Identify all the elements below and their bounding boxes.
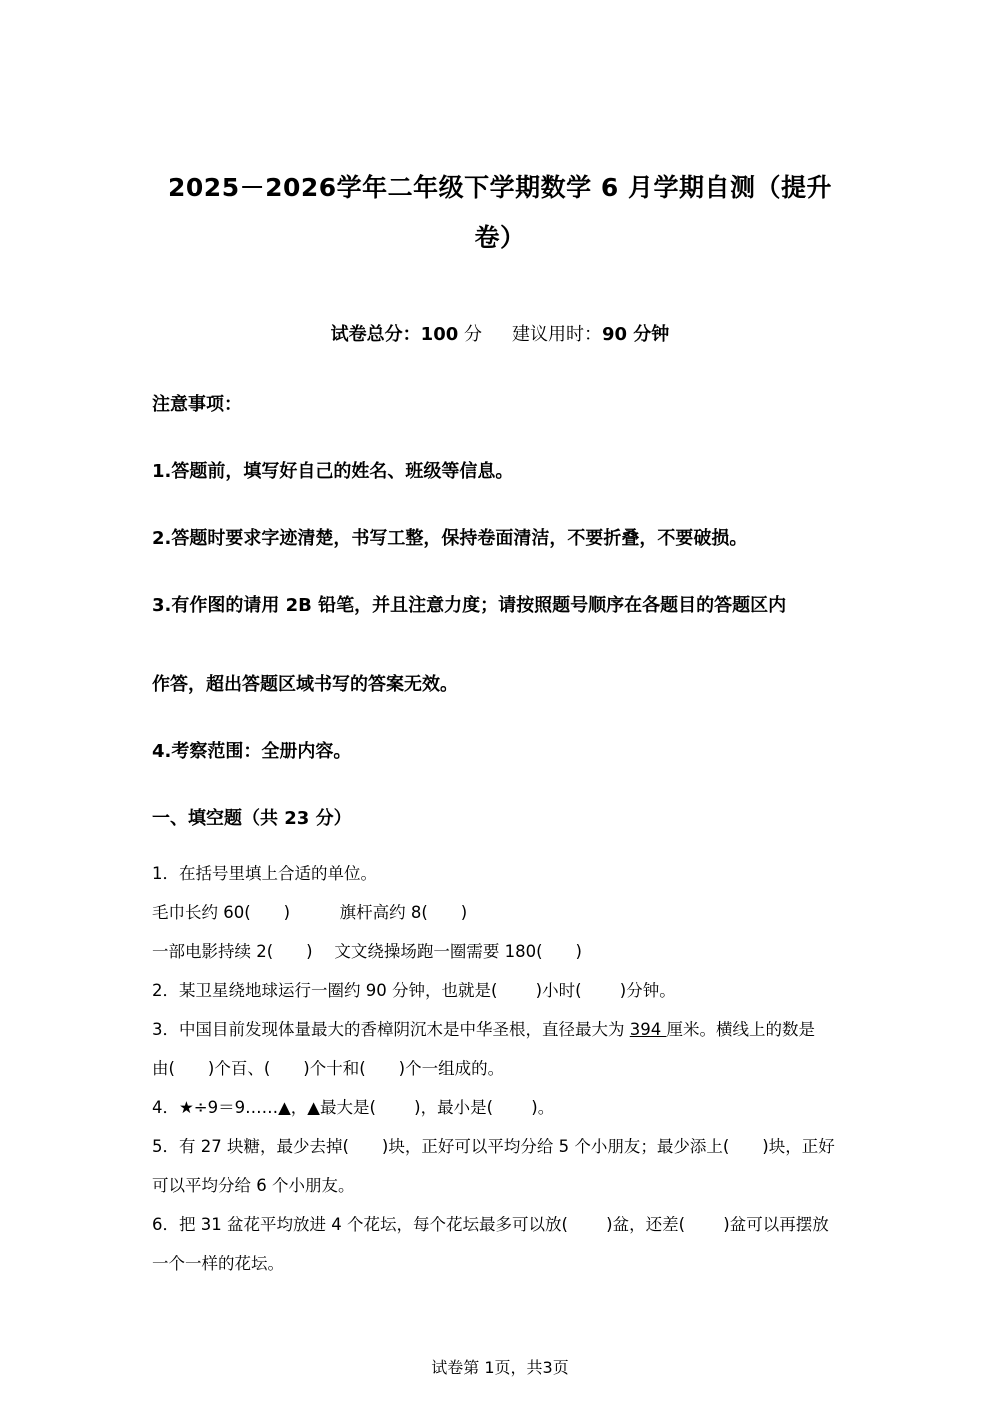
- question-3-line-1: [152, 1016, 852, 1040]
- exam-meta: [150, 320, 850, 346]
- question-5-line-2: 可以平均分给 6 个小朋友。: [152, 1176, 355, 1195]
- question-2: 2．某卫星绕地球运行一圈约 90 分钟，也就是( )小时( )分钟。: [152, 981, 676, 1000]
- notes-heading: 注意事项：: [152, 394, 242, 415]
- page-footer: 试卷第 1页，共3页: [431, 1358, 569, 1377]
- total-score-label: 试卷总分：: [330, 324, 421, 345]
- total-score-value: 100: [420, 324, 459, 345]
- exam-title-line-2: 卷）: [474, 223, 526, 252]
- total-score-unit: 分: [458, 324, 482, 345]
- note-item-3-line-1: 3.有作图的请用 2B 铅笔，并且注意力度；请按照题号顺序在各题目的答题区内: [152, 595, 787, 616]
- section-heading-fill-in: 一、填空题（共 23 分）: [152, 808, 352, 829]
- suggested-time-value: 90 分钟: [601, 324, 670, 345]
- question-3-line-2: 由( )个百、( )个十和( )个一组成的。: [152, 1059, 505, 1078]
- note-item-3-line-2: 作答，超出答题区域书写的答案无效。: [152, 674, 458, 695]
- note-item-2: 2.答题时要求字迹清楚，书写工整，保持卷面清洁，不要折叠，不要破损。: [152, 528, 748, 549]
- exam-title-line-1: 2025－2026学年二年级下学期数学 6 月学期自测（提升: [168, 173, 832, 202]
- suggested-time-label: 建议用时：: [511, 324, 602, 345]
- question-4: 4．★÷9＝9……▲，▲最大是( )，最小是( )。: [152, 1098, 555, 1117]
- question-6-line-2: 一个一样的花坛。: [152, 1254, 284, 1273]
- question-3-text-end: 厘米。横线上的数是: [666, 1020, 815, 1039]
- question-1-stem: 1．在括号里填上合适的单位。: [152, 864, 377, 883]
- question-6-line-1: 6．把 31 盆花平均放进 4 个花坛，每个花坛最多可以放( )盆，还差( )盆可以再摆放: [152, 1215, 829, 1234]
- question-5-line-1: 5．有 27 块糖，最少去掉( )块，正好可以平均分给 5 个小朋友；最少添上( )块，正好: [152, 1137, 835, 1156]
- question-1-line-2: 一部电影持续 2( ) 文文绕操场跑一圈需要 180( ): [152, 942, 582, 961]
- note-item-1: 1.答题前，填写好自己的姓名、班级等信息。: [152, 461, 514, 482]
- note-item-4: 4.考察范围：全册内容。: [152, 741, 352, 762]
- question-1-line-1: 毛巾长约 60( ) 旗杆高约 8( ): [152, 903, 468, 922]
- underlined-number: 394: [629, 1020, 667, 1039]
- question-3-text-start: 3．中国目前发现体量最大的香樟阴沉木是中华圣根，直径最大为: [152, 1020, 630, 1039]
